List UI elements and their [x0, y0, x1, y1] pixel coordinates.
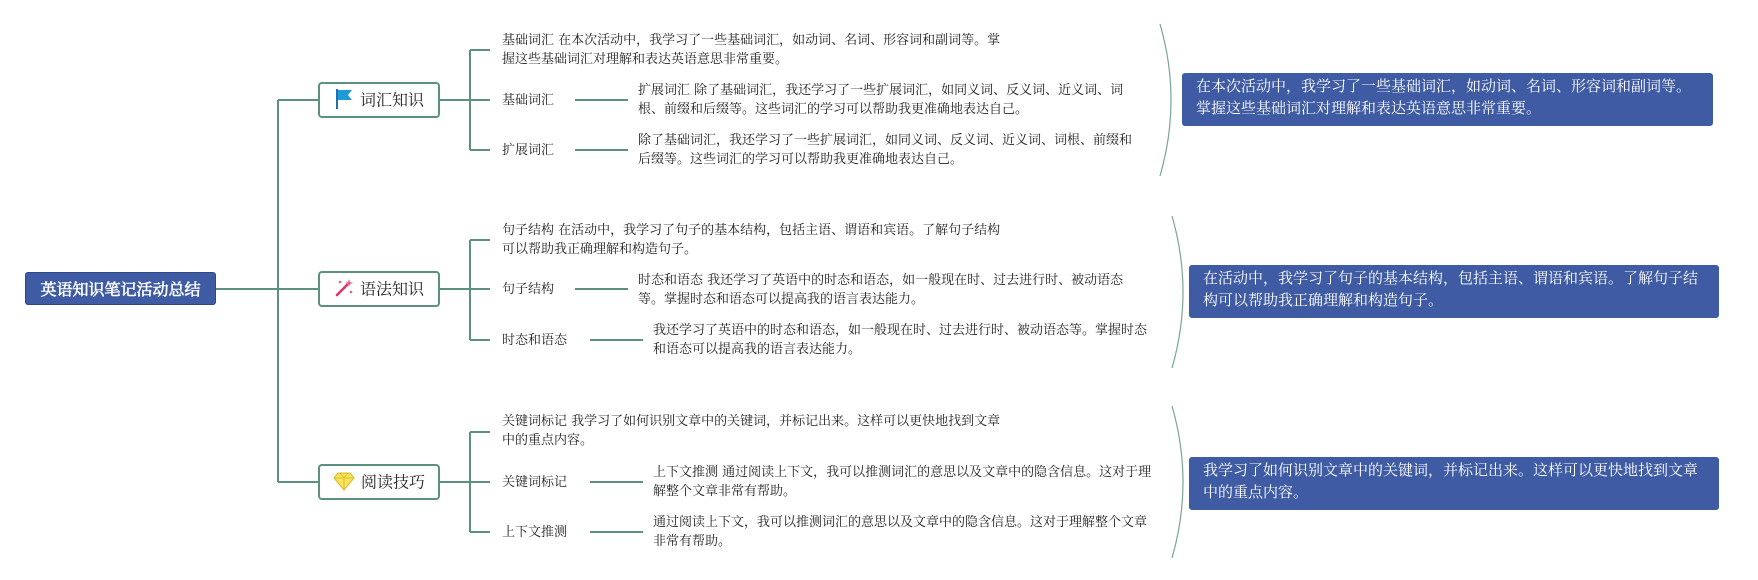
- subtopic-detail: 除了基础词汇，我还学习了一些扩展词汇，如同义词、反义词、近义词、词根、前缀和后缀等。这些词汇的学习可以帮助我更准确地表达自己。: [638, 133, 1133, 167]
- branch-note: 句子结构 在活动中，我学习了句子的基本结构，包括主语、谓语和宾语。了解句子结构可以帮助我正确理解和构造句子。: [502, 223, 1001, 257]
- subtopic-label[interactable]: 上下文推测: [502, 525, 568, 540]
- topic-grammar[interactable]: [318, 271, 440, 307]
- subtopic-detail: 通过阅读上下文，我可以推测词汇的意思以及文章中的隐含信息。这对于理解整个文章非常有帮助。: [653, 515, 1148, 549]
- flag-icon: [334, 88, 354, 110]
- subtopic-label[interactable]: 句子结构: [502, 282, 555, 297]
- summary-bracket-1: [1160, 24, 1171, 176]
- topic-label: 语法知识: [359, 279, 424, 299]
- topic-label: 词汇知识: [359, 90, 424, 110]
- subtopic-label[interactable]: 关键词标记: [502, 475, 568, 490]
- topic-vocabulary[interactable]: [318, 82, 440, 118]
- summary-box[interactable]: 我学习了如何识别文章中的关键词，并标记出来。这样可以更快地找到文章中的重点内容。: [1189, 457, 1719, 510]
- topic-reading[interactable]: [318, 464, 440, 500]
- subtopic-detail: 我还学习了英语中的时态和语态，如一般现在时、过去进行时、被动语态等。掌握时态和语态可以提高我的语言表达能力。: [653, 323, 1148, 357]
- subtopic-label[interactable]: 时态和语态: [502, 333, 568, 348]
- branch-note: 关键词标记 我学习了如何识别文章中的关键词，并标记出来。这样可以更快地找到文章中的重点内容。: [502, 414, 1001, 448]
- diamond-icon: [333, 471, 355, 491]
- summary-box[interactable]: 在本次活动中，我学习了一些基础词汇，如动词、名词、形容词和副词等。掌握这些基础词汇对理解和表达英语意思非常重要。: [1182, 73, 1713, 126]
- subtopic-detail: 扩展词汇 除了基础词汇，我还学习了一些扩展词汇，如同义词、反义词、近义词、词根、前缀和后缀等。这些词汇的学习可以帮助我更准确地表达自己。: [638, 83, 1124, 117]
- subtopic-detail: 上下文推测 通过阅读上下文，我可以推测词汇的意思以及文章中的隐含信息。这对于理解整个文章非常有帮助。: [653, 465, 1152, 499]
- root-topic[interactable]: 英语知识笔记活动总结: [25, 272, 216, 305]
- summary-bracket-2: [1172, 216, 1183, 368]
- magic-wand-icon: [334, 278, 354, 298]
- summary-bracket-3: [1172, 406, 1183, 558]
- topic-label: 阅读技巧: [360, 472, 425, 492]
- subtopic-detail: 时态和语态 我还学习了英语中的时态和语态，如一般现在时、过去进行时、被动语态等。掌握时态和语态可以提高我的语言表达能力。: [638, 273, 1124, 307]
- branch-note: 基础词汇 在本次活动中，我学习了一些基础词汇，如动词、名词、形容词和副词等。掌握这些基础词汇对理解和表达英语意思非常重要。: [502, 33, 1001, 67]
- subtopic-label[interactable]: 扩展词汇: [502, 143, 555, 158]
- summary-box[interactable]: 在活动中，我学习了句子的基本结构，包括主语、谓语和宾语。了解句子结构可以帮助我正确理解和构造句子。: [1189, 265, 1719, 318]
- subtopic-label[interactable]: 基础词汇: [502, 93, 555, 108]
